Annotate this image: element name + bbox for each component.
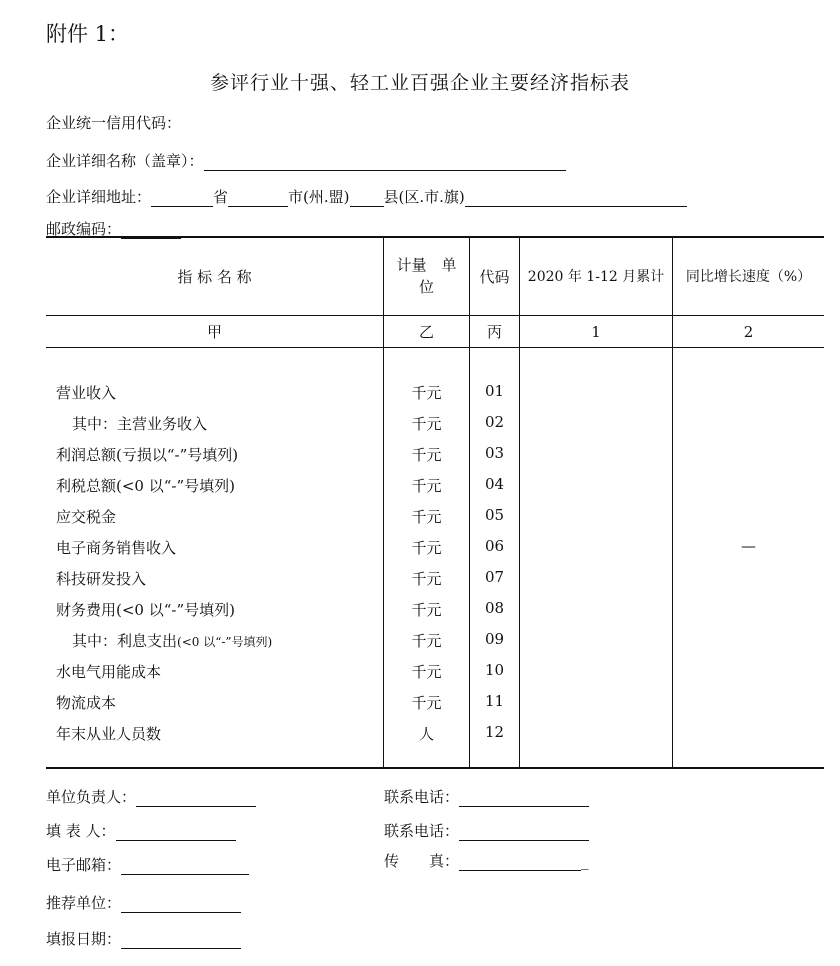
row-code: 07	[484, 568, 505, 586]
subheader-col1: 1	[591, 322, 601, 341]
phone2-field[interactable]	[459, 825, 589, 841]
row-unit: 千元	[411, 663, 442, 681]
row-growth-dash: —	[741, 537, 756, 555]
province-label: 省	[213, 188, 229, 206]
subheader-jia: 甲	[206, 323, 222, 341]
email-line	[46, 854, 249, 875]
county-field[interactable]	[350, 191, 384, 207]
header-indicator-name: 指 标 名 称	[177, 267, 252, 286]
row-name: 水电气用能成本	[56, 663, 162, 681]
table-subheader-divider	[46, 347, 824, 348]
company-name-label: 企业详细名称（盖章）：	[46, 152, 204, 170]
table-bottom-border	[46, 767, 824, 769]
recommender-label: 推荐单位：	[46, 894, 122, 912]
row-unit: 千元	[411, 384, 442, 402]
row-code: 04	[484, 475, 505, 493]
postcode-label: 邮政编码：	[46, 220, 122, 238]
address-detail-field[interactable]	[465, 191, 687, 207]
subheader-yi: 乙	[418, 323, 434, 341]
fax-field[interactable]	[459, 855, 581, 871]
recommender-line	[46, 892, 241, 913]
row-code: 09	[484, 630, 505, 648]
row-code: 12	[484, 723, 505, 741]
row-unit: 千元	[411, 446, 442, 464]
email-label: 电子邮箱：	[46, 856, 122, 874]
row-code: 06	[484, 537, 505, 555]
address-line	[46, 186, 687, 207]
row-name-note: (<0 以“-”号填列)	[177, 635, 273, 649]
date-label: 填报日期：	[46, 930, 122, 948]
row-unit: 千元	[411, 415, 442, 433]
row-unit: 千元	[411, 539, 442, 557]
subheader-bing: 丙	[486, 323, 502, 341]
recommender-field[interactable]	[121, 897, 241, 913]
company-name-line	[46, 150, 566, 171]
header-unit-line2: 位	[418, 278, 434, 296]
row-name: 电子商务销售收入	[56, 539, 177, 557]
row-unit: 千元	[411, 694, 442, 712]
row-code: 01	[484, 382, 505, 400]
subheader-col2: 2	[743, 322, 754, 341]
row-name: 利税总额(<0 以“-”号填列)	[56, 477, 235, 495]
leader-field[interactable]	[136, 791, 256, 807]
row-code: 08	[484, 599, 505, 617]
date-field[interactable]	[121, 933, 241, 949]
header-unit	[384, 237, 469, 315]
leader-label: 单位负责人：	[46, 788, 137, 806]
company-name-field[interactable]	[204, 155, 566, 171]
fax-suffix: _	[581, 852, 589, 870]
city-field[interactable]	[228, 191, 288, 207]
city-label: 市(州.盟)	[288, 188, 350, 206]
row-name: 应交税金	[56, 508, 117, 526]
phone1-line	[384, 786, 589, 807]
row-name	[72, 630, 272, 651]
province-field[interactable]	[151, 191, 213, 207]
page-title: 参评行业十强、轻工业百强企业主要经济指标表	[209, 72, 630, 94]
filler-line	[46, 820, 236, 841]
row-unit: 千元	[411, 477, 442, 495]
credit-code-label: 企业统一信用代码：	[46, 114, 182, 132]
phone1-label: 联系电话：	[384, 788, 460, 806]
filler-field[interactable]	[116, 825, 236, 841]
row-code: 05	[484, 506, 505, 524]
row-name: 年末从业人员数	[56, 725, 162, 743]
row-code: 11	[484, 692, 505, 710]
row-unit: 千元	[411, 508, 442, 526]
row-code: 02	[484, 413, 505, 431]
row-name: 科技研发投入	[56, 570, 147, 588]
row-name: 营业收入	[56, 384, 117, 402]
phone2-label: 联系电话：	[384, 822, 460, 840]
header-unit-line1: 计量 单	[396, 256, 457, 274]
attachment-label: 附件 1：	[46, 22, 130, 46]
row-name: 利润总额(亏损以“-”号填列)	[56, 446, 239, 464]
date-line	[46, 928, 241, 949]
row-name-main: 其中：利息支出	[72, 632, 178, 650]
county-label: 县(区.市.旗)	[383, 188, 465, 206]
email-field[interactable]	[121, 859, 249, 875]
fax-line	[384, 850, 589, 871]
header-code: 代码	[479, 267, 510, 286]
filler-label: 填 表 人：	[46, 822, 116, 840]
phone2-line	[384, 820, 589, 841]
leader-line	[46, 786, 256, 807]
row-code: 10	[484, 661, 505, 679]
header-growth-rate: 同比增长速度（%）	[685, 269, 812, 285]
row-unit: 千元	[411, 601, 442, 619]
row-name: 物流成本	[56, 694, 117, 712]
row-name: 其中：主营业务收入	[72, 415, 208, 433]
fax-label: 传 真：	[384, 852, 460, 870]
header-cumulative: 2020 年 1-12 月累计	[527, 269, 665, 285]
row-unit: 千元	[411, 570, 442, 588]
phone1-field[interactable]	[459, 791, 589, 807]
address-label: 企业详细地址：	[46, 188, 152, 206]
row-name: 财务费用(<0 以“-”号填列)	[56, 601, 235, 619]
row-code: 03	[484, 444, 505, 462]
row-unit: 人	[418, 725, 434, 743]
row-unit: 千元	[411, 632, 442, 650]
